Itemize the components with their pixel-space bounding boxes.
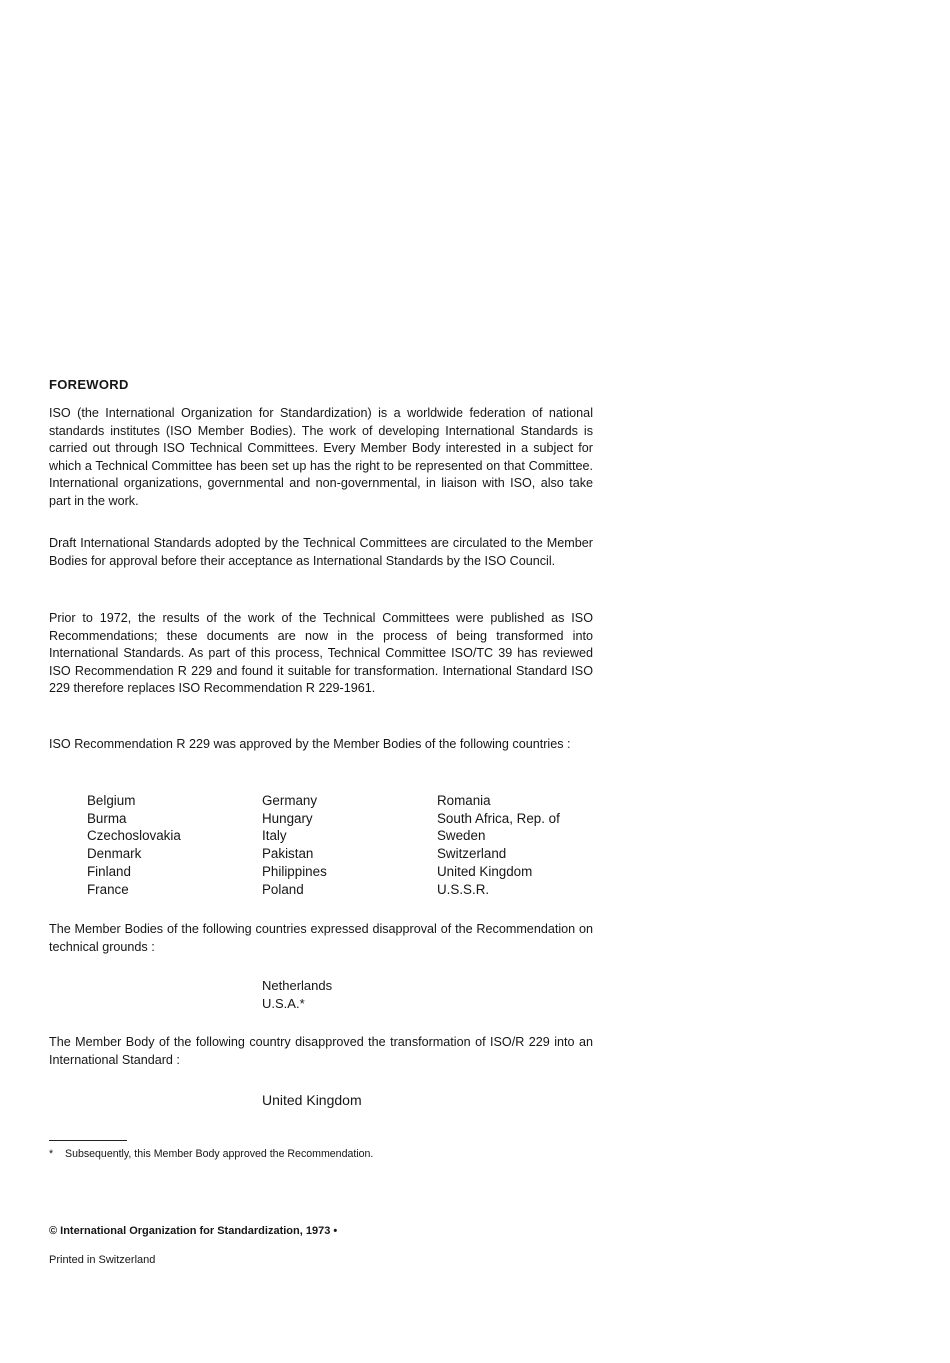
transformation-disapproving-country — [262, 1091, 362, 1109]
country-item: Denmark — [87, 846, 142, 862]
foreword-heading: FOREWORD — [49, 377, 129, 392]
footnote-divider — [49, 1140, 127, 1141]
country-item: Pakistan — [262, 846, 314, 862]
country-item: U.S.A.* — [262, 996, 305, 1011]
country-item: Sweden — [437, 828, 486, 844]
footnote-marker: * — [49, 1148, 54, 1160]
paragraph-transformation: Prior to 1972, the results of the work of the Technical Committees were published as ISO Recommendations; these documents are now in the process of being transformed into International Standards. As part of this process, Technical Committee ISO/TC 39 has reviewed ISO Recommendation R 229 and found it suitable for transformation. International Standard ISO 229 therefore replaces ISO Recommendation R 229-1961. — [49, 611, 593, 696]
disapproving-countries-list — [262, 977, 332, 1013]
country-item: Romania — [437, 793, 491, 808]
country-item: Hungary — [262, 810, 313, 826]
footnote-text: Subsequently, this Member Body approved the Recommendation. — [65, 1148, 374, 1160]
copyright-notice: © International Organization for Standardization, 1973 • — [49, 1225, 338, 1237]
country-item: Philippines — [262, 863, 327, 879]
document-page — [49, 0, 593, 1363]
country-column-3 — [437, 792, 597, 898]
country-item: Belgium — [87, 793, 136, 808]
country-item: Czechoslovakia — [87, 828, 181, 844]
country-item: U.S.S.R. — [437, 881, 490, 897]
country-item: Burma — [87, 810, 127, 826]
country-item: Italy — [262, 828, 287, 844]
country-column-2 — [262, 792, 437, 898]
country-item: Netherlands — [262, 978, 333, 993]
country-item: Switzerland — [437, 846, 507, 862]
footnote — [49, 1147, 373, 1161]
printed-notice: Printed in Switzerland — [49, 1254, 156, 1266]
paragraph-approval-intro: ISO Recommendation R 229 was approved by the Member Bodies of the following countries : — [49, 737, 571, 751]
country-item: France — [87, 881, 129, 897]
paragraph-iso-intro: ISO (the International Organization for Standardization) is a worldwide federation of national standards institutes (ISO Member Bodies). The work of developing International Standards is carried out through ISO Technical Committees. Every Member Body interested in a subject for which a Technical Committee has been set up has the right to be represented on that Committee. International organizations, governmental and non-governmental, in liaison with ISO, also take part in the work. — [49, 406, 593, 508]
country-item: Poland — [262, 881, 304, 897]
country-item: United Kingdom — [262, 1092, 362, 1108]
country-item: United Kingdom — [437, 863, 533, 879]
approving-countries-list — [87, 792, 597, 898]
country-item: South Africa, Rep. of — [437, 810, 560, 826]
country-item: Finland — [87, 863, 131, 879]
paragraph-disapproval-intro: The Member Bodies of the following countries expressed disapproval of the Recommendation on technical grounds : — [49, 922, 593, 954]
country-item: Germany — [262, 793, 318, 808]
country-column-1 — [87, 792, 262, 898]
paragraph-draft-standards: Draft International Standards adopted by the Technical Committees are circulated to the Member Bodies for approval before their acceptance as International Standards by the ISO Council. — [49, 536, 593, 568]
paragraph-transformation-disapproval: The Member Body of the following country disapproved the transformation of ISO/R 229 into an International Standard : — [49, 1035, 593, 1067]
